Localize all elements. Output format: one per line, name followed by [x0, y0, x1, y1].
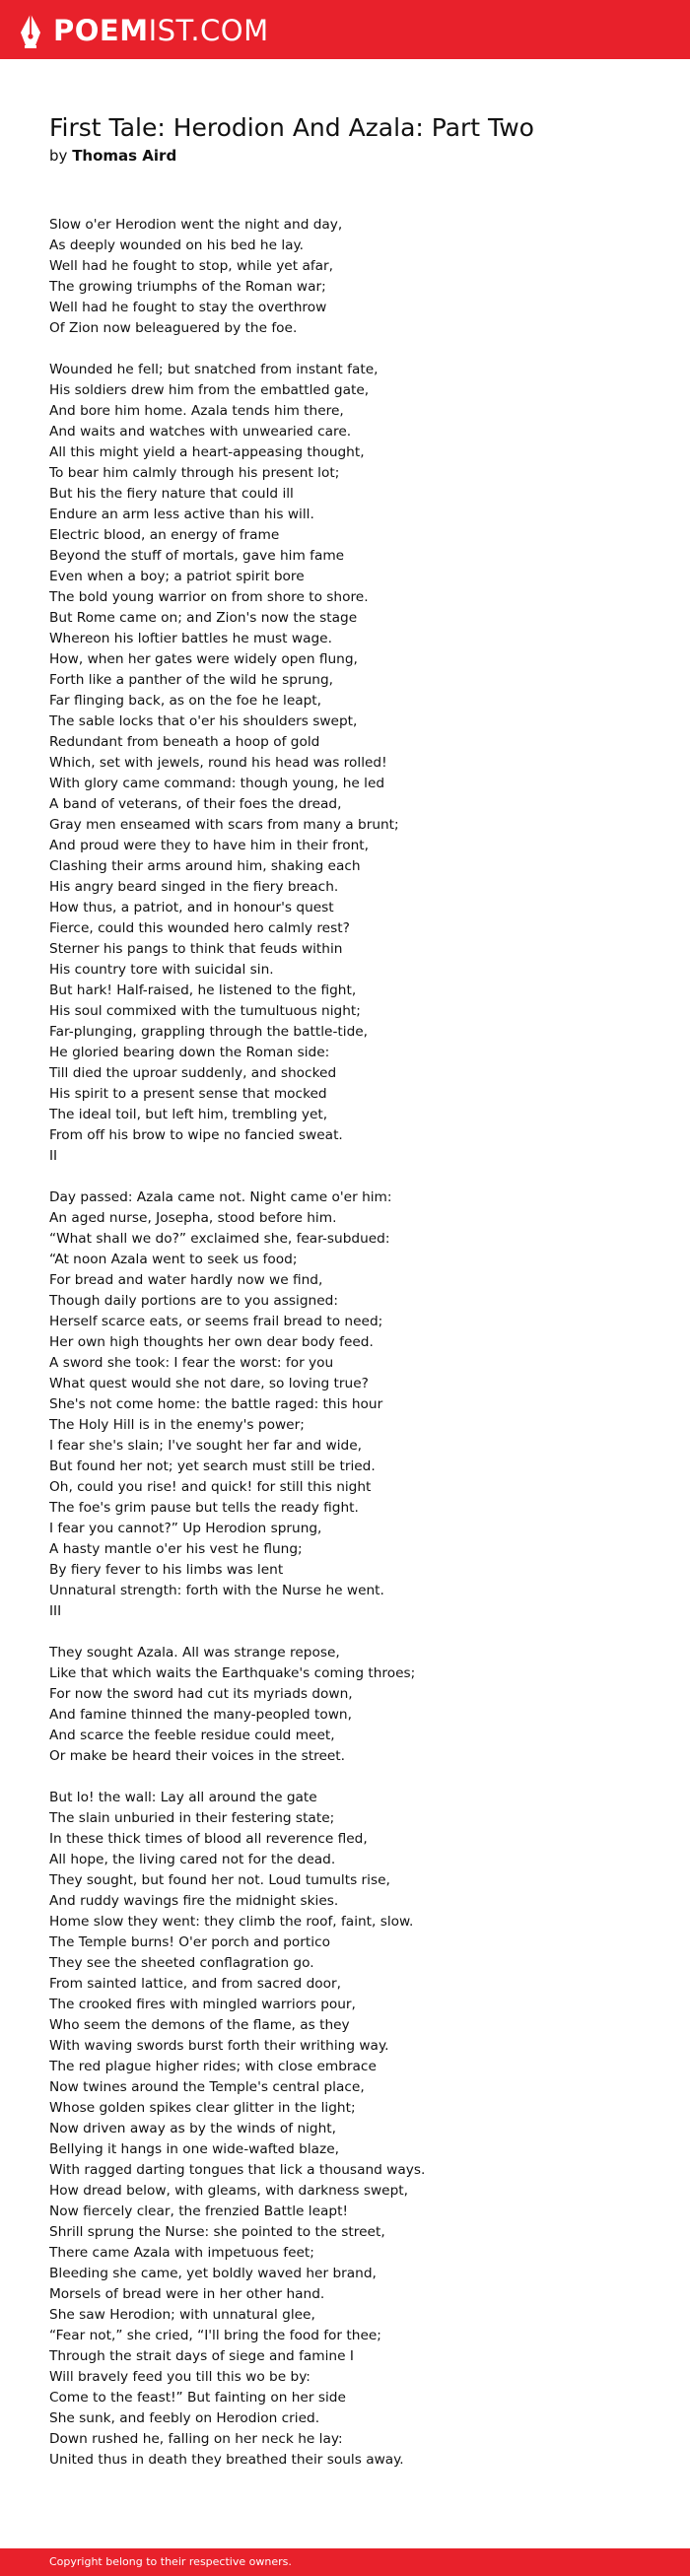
poem-line: Wounded he fell; but snatched from instant fate, — [49, 362, 379, 377]
poem-line: “What shall we do?” exclaimed she, fear-subdued: — [49, 1231, 390, 1247]
poem-line: His soul commixed with the tumultuous night; — [49, 1003, 361, 1019]
poem-line: The growing triumphs of the Roman war; — [49, 279, 326, 295]
poem-line: Far-plunging, grappling through the battle-tide, — [49, 1024, 369, 1040]
poem-line: In these thick times of blood all reverence fled, — [49, 1831, 368, 1847]
poem-line: Herself scarce eats, or seems frail bread to need; — [49, 1314, 383, 1329]
site-logo[interactable] — [18, 13, 269, 48]
poem-line: They sought Azala. All was strange repose, — [49, 1645, 340, 1661]
poem-line: The Temple burns! O'er porch and portico — [49, 1934, 330, 1950]
poem-line: How thus, a patriot, and in honour's quest — [49, 900, 334, 915]
poem-line: Down rushed he, falling on her neck he lay: — [49, 2431, 343, 2447]
stanza — [49, 1187, 660, 1622]
poem-line: Sterner his pangs to think that feuds within — [49, 941, 343, 957]
poem-line: As deeply wounded on his bed he lay. — [49, 237, 305, 253]
poem-line: With waving swords burst forth their writhing way. — [49, 2038, 389, 2054]
poem-line: I fear she's slain; I've sought her far and wide, — [49, 1438, 362, 1454]
poem-body — [49, 215, 660, 2491]
poem-line: II — [49, 1148, 58, 1164]
poem-line: Though daily portions are to you assigned: — [49, 1293, 338, 1309]
poem-line: Morsels of bread were in her other hand. — [49, 2286, 325, 2302]
poem-line: All this might yield a heart-appeasing thought, — [49, 444, 365, 460]
site-footer — [0, 2548, 690, 2576]
poem-line: From sainted lattice, and from sacred door, — [49, 1976, 342, 1992]
poem-line: Well had he fought to stop, while yet afar, — [49, 258, 334, 274]
poem-line: He gloried bearing down the Roman side: — [49, 1045, 330, 1060]
poem-line: The ideal toil, but left him, trembling yet, — [49, 1107, 328, 1122]
pen-nib-icon — [18, 13, 43, 48]
brand-name-light: IST.COM — [148, 14, 269, 47]
poem-line: Day passed: Azala came not. Night came o'er him: — [49, 1189, 392, 1205]
poem-line: Far flinging back, as on the foe he leapt, — [49, 693, 322, 709]
stanza — [49, 215, 660, 339]
poem-line: Endure an arm less active than his will. — [49, 507, 314, 522]
poem-line: His angry beard singed in the fiery breach. — [49, 879, 339, 895]
poem-line: Even when a boy; a patriot spirit bore — [49, 569, 305, 584]
poem-line: Her own high thoughts her own dear body feed. — [49, 1334, 374, 1350]
poem-line: But lo! the wall: Lay all around the gate — [49, 1790, 317, 1805]
poem-line: She's not come home: the battle raged: this hour — [49, 1396, 383, 1412]
poem-line: The Holy Hill is in the enemy's power; — [49, 1417, 305, 1433]
poem-line: And proud were they to have him in their front, — [49, 838, 369, 853]
poem-line: For now the sword had cut its myriads down, — [49, 1686, 353, 1702]
poem-line: For bread and water hardly now we find, — [49, 1272, 323, 1288]
poem-line: Unnatural strength: forth with the Nurse he went. — [49, 1583, 384, 1598]
poem-line: I fear you cannot?” Up Herodion sprung, — [49, 1521, 322, 1536]
poem-line: A sword she took: I fear the worst: for you — [49, 1355, 334, 1371]
poem-line: His soldiers drew him from the embattled gate, — [49, 382, 370, 398]
poem-line: Home slow they went: they climb the roof, faint, slow. — [49, 1914, 414, 1930]
poem-line: She sunk, and feebly on Herodion cried. — [49, 2410, 320, 2426]
poem-line: And famine thinned the many-peopled town, — [49, 1707, 352, 1723]
brand-name-bold: POEM — [53, 14, 149, 47]
poem-line: And scarce the feeble residue could meet, — [49, 1728, 335, 1743]
poem-line: Or make be heard their voices in the street. — [49, 1748, 346, 1764]
poem-line: Who seem the demons of the flame, as they — [49, 2017, 350, 2033]
poem-line: But his the fiery nature that could ill — [49, 486, 294, 502]
poem-line: And ruddy wavings fire the midnight skies. — [49, 1893, 339, 1909]
poem-line: Bellying it hangs in one wide-wafted blaze, — [49, 2141, 339, 2157]
poem-line: “Fear not,” she cried, “I'll bring the food for thee; — [49, 2328, 381, 2343]
poem-line: By fiery fever to his limbs was lent — [49, 1562, 284, 1578]
poem-line: His country tore with suicidal sin. — [49, 962, 274, 978]
poem-line: III — [49, 1603, 62, 1619]
poem-line: But hark! Half-raised, he listened to the fight, — [49, 983, 357, 998]
poem-line: United thus in death they breathed their souls away. — [49, 2452, 404, 2468]
poem-line: What quest would she not dare, so loving true? — [49, 1376, 369, 1391]
stanza — [49, 360, 660, 1167]
poem-line: There came Azala with impetuous feet; — [49, 2245, 314, 2261]
poem-line: Now fiercely clear, the frenzied Battle leapt! — [49, 2203, 348, 2219]
poem-line: And bore him home. Azala tends him there, — [49, 403, 344, 419]
poem-line: They sought, but found her not. Loud tumults rise, — [49, 1872, 390, 1888]
poem-line: The crooked fires with mingled warriors pour, — [49, 1997, 356, 2012]
site-header — [0, 0, 690, 59]
poem-line: How dread below, with gleams, with darkness swept, — [49, 2183, 408, 2199]
poem-line: A hasty mantle o'er his vest he flung; — [49, 1541, 303, 1557]
poem-line: “At noon Azala went to seek us food; — [49, 1252, 298, 1267]
poem-line: Will bravely feed you till this wo be by: — [49, 2369, 310, 2385]
poem-line: Now twines around the Temple's central place, — [49, 2079, 365, 2095]
poem-title: First Tale: Herodion And Azala: Part Two — [49, 113, 534, 142]
poem-line: Come to the feast!” But fainting on her side — [49, 2390, 346, 2406]
poem-line: Clashing their arms around him, shaking each — [49, 858, 361, 874]
poem-line: An aged nurse, Josepha, stood before him. — [49, 1210, 337, 1226]
poem-line: A band of veterans, of their foes the dread, — [49, 796, 342, 812]
poem-line: Fierce, could this wounded hero calmly rest? — [49, 920, 350, 936]
poem-line: Like that which waits the Earthquake's coming throes; — [49, 1665, 416, 1681]
byline — [49, 146, 176, 166]
poem-line: Gray men enseamed with scars from many a brunt; — [49, 817, 399, 833]
poem-line: The red plague higher rides; with close embrace — [49, 2059, 377, 2074]
poem-line: From off his brow to wipe no fancied sweat. — [49, 1127, 343, 1143]
poem-line: They see the sheeted conflagration go. — [49, 1955, 314, 1971]
poem-line: Slow o'er Herodion went the night and day, — [49, 217, 343, 233]
poem-line: Electric blood, an energy of frame — [49, 527, 280, 543]
poem-line: Redundant from beneath a hoop of gold — [49, 734, 320, 750]
poem-line: Through the strait days of siege and famine I — [49, 2348, 354, 2364]
poem-line: Forth like a panther of the wild he sprung, — [49, 672, 334, 688]
stanza — [49, 1643, 660, 1767]
poem-line: But Rome came on; and Zion's now the stage — [49, 610, 358, 626]
poem-line: Whose golden spikes clear glitter in the light; — [49, 2100, 356, 2116]
poem-line: All hope, the living cared not for the dead. — [49, 1852, 336, 1867]
poem-line: With ragged darting tongues that lick a thousand ways. — [49, 2162, 426, 2178]
copyright-text: Copyright belong to their respective owners. — [49, 2555, 292, 2568]
poem-line: How, when her gates were widely open flung, — [49, 651, 358, 667]
poem-line: She saw Herodion; with unnatural glee, — [49, 2307, 315, 2323]
stanza — [49, 1788, 660, 2471]
author-link[interactable]: Thomas Aird — [72, 147, 177, 165]
poem-line: With glory came command: though young, he led — [49, 776, 385, 791]
poem-line: Well had he fought to stay the overthrow — [49, 300, 327, 315]
poem-line: But found her not; yet search must still be tried. — [49, 1458, 376, 1474]
poem-line: Oh, could you rise! and quick! for still this night — [49, 1479, 372, 1495]
poem-line: Whereon his loftier battles he must wage. — [49, 631, 332, 646]
brand-name — [53, 14, 269, 47]
poem-line: The sable locks that o'er his shoulders swept, — [49, 713, 358, 729]
poem-line: His spirit to a present sense that mocked — [49, 1086, 327, 1102]
poem-line: Bleeding she came, yet boldly waved her brand, — [49, 2266, 377, 2281]
poem-line: And waits and watches with unwearied care. — [49, 424, 352, 440]
poem-line: Beyond the stuff of mortals, gave him fame — [49, 548, 345, 564]
poem-line: The foe's grim pause but tells the ready fight. — [49, 1500, 359, 1516]
poem-line: To bear him calmly through his present lot; — [49, 465, 340, 481]
poem-line: Till died the uproar suddenly, and shocked — [49, 1065, 337, 1081]
poem-line: The bold young warrior on from shore to shore. — [49, 589, 369, 605]
poem-line: Which, set with jewels, round his head was rolled! — [49, 755, 387, 771]
poem-line: Of Zion now beleaguered by the foe. — [49, 320, 298, 336]
by-label: by — [49, 147, 68, 165]
poem-line: The slain unburied in their festering state; — [49, 1810, 335, 1826]
poem-line: Shrill sprung the Nurse: she pointed to the street, — [49, 2224, 385, 2240]
poem-line: Now driven away as by the winds of night, — [49, 2121, 337, 2136]
